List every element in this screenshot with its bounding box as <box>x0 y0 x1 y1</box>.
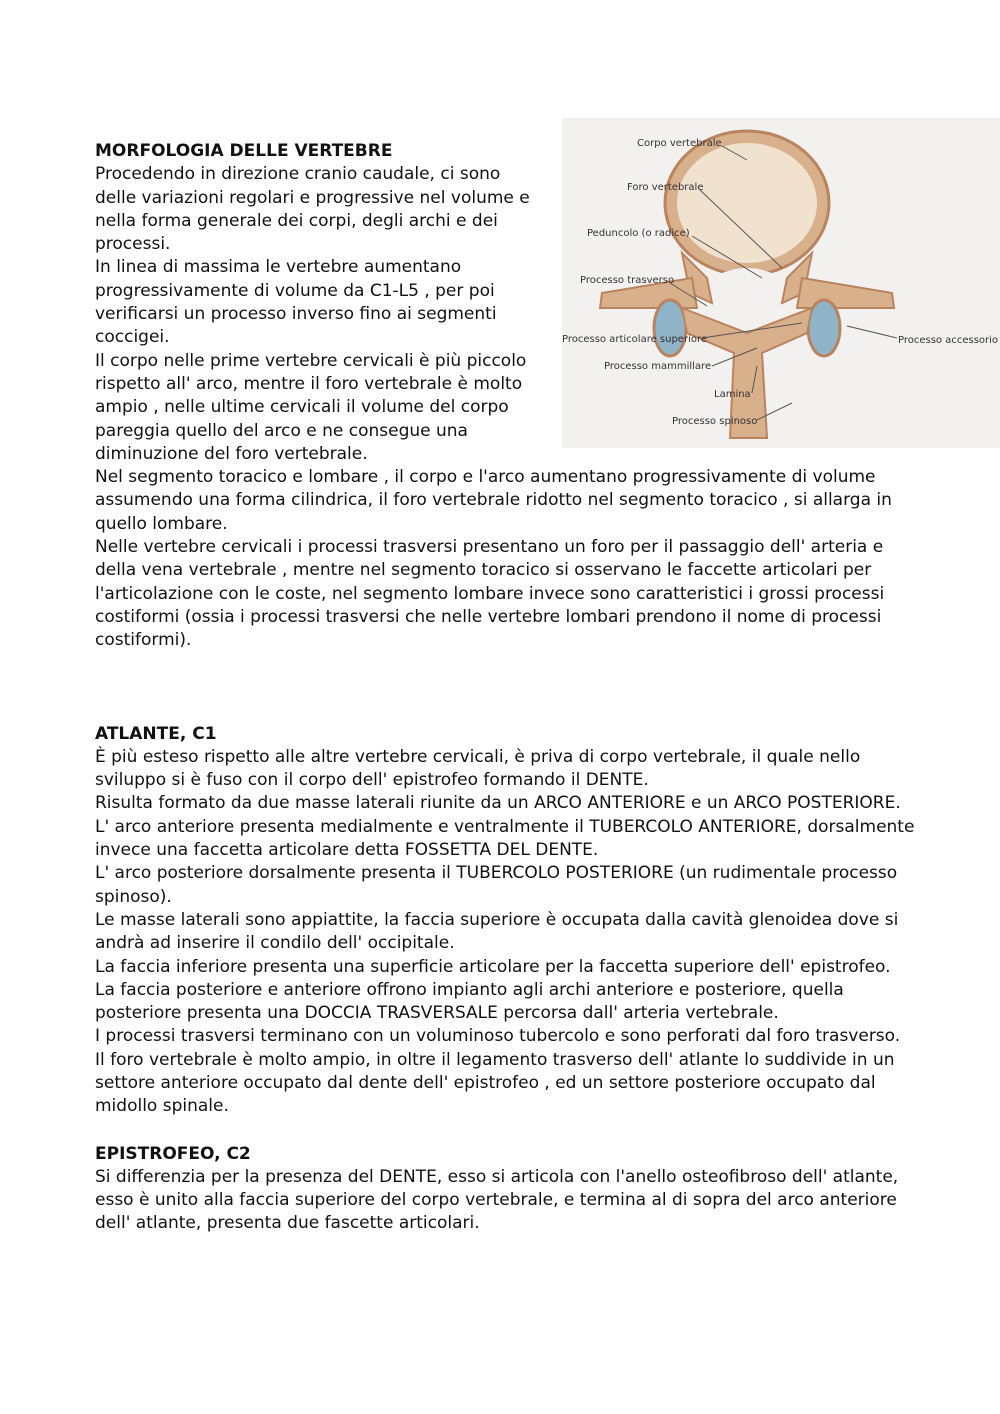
label-processo-mammillare: Processo mammillare <box>604 361 712 372</box>
section-title-epistrofeo: EPISTROFEO, C2 <box>95 1143 251 1164</box>
paragraph: Il corpo nelle prime vertebre cervicali è più piccolo rispetto all' arco, mentre il foro vertebrale è molto ampio , nelle ultime cervicali il volume del corpo pareggia quello del arco e ne consegue una diminuzione del foro vertebrale. <box>95 350 527 464</box>
paragraph: In linea di massima le vertebre aumentano progressivamente di volume da C1-L5 , per poi verificarsi un processo inverso fino ai segmenti coccigei. <box>95 257 497 348</box>
label-processo-accessorio: Processo accessorio <box>898 335 999 346</box>
spacer <box>95 653 915 723</box>
paragraph: Procedendo in direzione cranio caudale, ci sono delle variazioni regolari e progressive nel volume e nella forma generale dei corpi, degli archi e dei processi. <box>95 164 530 255</box>
paragraph: L' arco anteriore presenta medialmente e ventralmente il TUBERCOLO ANTERIORE, dorsalmente invece una faccetta articolare detta FOSSETTA DEL DENTE. <box>95 816 915 861</box>
paragraph: L' arco posteriore dorsalmente presenta il TUBERCOLO POSTERIORE (un rudimentale processo spinoso). <box>95 863 898 907</box>
label-lamina: Lamina <box>714 389 751 400</box>
paragraph: Risulta formato da due masse laterali riunite da un ARCO ANTERIORE e un ARCO POSTERIORE. <box>95 793 901 814</box>
label-corpo-vertebrale: Corpo vertebrale <box>637 138 722 149</box>
paragraph: I processi trasversi terminano con un voluminoso tubercolo e sono perforati dal foro trasverso. <box>95 1026 901 1047</box>
label-processo-spinoso: Processo spinoso <box>672 416 758 427</box>
paragraph: La faccia inferiore presenta una superficie articolare per la faccetta superiore dell' epistrofeo. <box>95 956 891 977</box>
paragraph: Il foro vertebrale è molto ampio, in oltre il legamento trasverso dell' atlante lo suddivide in un settore anteriore occupato dal dente dell' epistrofeo , ed un settore posteriore occupato dal midollo spinale. <box>95 1049 895 1117</box>
paragraph: La faccia posteriore e anteriore offrono impianto agli archi anteriore e posteriore, quella posteriore presenta una DOCCIA TRASVERSALE percorsa dall' arteria vertebrale. <box>95 979 844 1024</box>
section-title-atlante: ATLANTE, C1 <box>95 723 217 744</box>
spacer <box>95 1119 915 1143</box>
paragraph: Le masse laterali sono appiattite, la faccia superiore è occupata dalla cavità glenoidea dove si andrà ad inserire il condilo dell' occipitale. <box>95 909 899 954</box>
paragraph: Nel segmento toracico e lombare , il corpo e l'arco aumentano progressivamente di volume assumendo una forma cilindrica, il foro vertebrale ridotto nel segmento toracico , si allarga in quello lombare. <box>95 467 892 534</box>
paragraph: Nelle vertebre cervicali i processi trasversi presentano un foro per il passaggio dell' arteria e della vena vertebrale , mentre nel segmento toracico si osservano le faccette articolari per l'articolazione con le coste, nel segmento lombare invece sono caratteristici i grossi processi costiformi (ossia i processi trasversi che nelle vertebre lombari prendono il nome di processi costiformi). <box>95 537 885 651</box>
paragraph: Si differenzia per la presenza del DENTE, esso si articola con l'anello osteofibroso dell' atlante, esso è unito alla faccia superiore del corpo vertebrale, e termina al di sopra del arco anteriore dell' atlante, presenta due fascette articolari. <box>95 1166 899 1234</box>
document-page <box>95 138 999 1236</box>
label-processo-articolare: Processo articolare superiore <box>562 334 708 345</box>
label-foro-vertebrale: Foro vertebrale <box>627 182 704 193</box>
section-title-morfologia: MORFOLOGIA DELLE VERTEBRE <box>95 141 393 161</box>
paragraph: È più esteso rispetto alle altre vertebre cervicali, è priva di corpo vertebrale, il quale nello sviluppo si è fuso con il corpo dell' epistrofeo formando il DENTE. <box>95 746 861 791</box>
vertebra-diagram <box>562 118 1000 448</box>
label-processo-trasverso: Processo trasverso <box>580 275 675 286</box>
label-peduncolo: Peduncolo (o radice) <box>587 228 690 239</box>
lumbar-vertebra-illustration <box>562 118 1000 448</box>
